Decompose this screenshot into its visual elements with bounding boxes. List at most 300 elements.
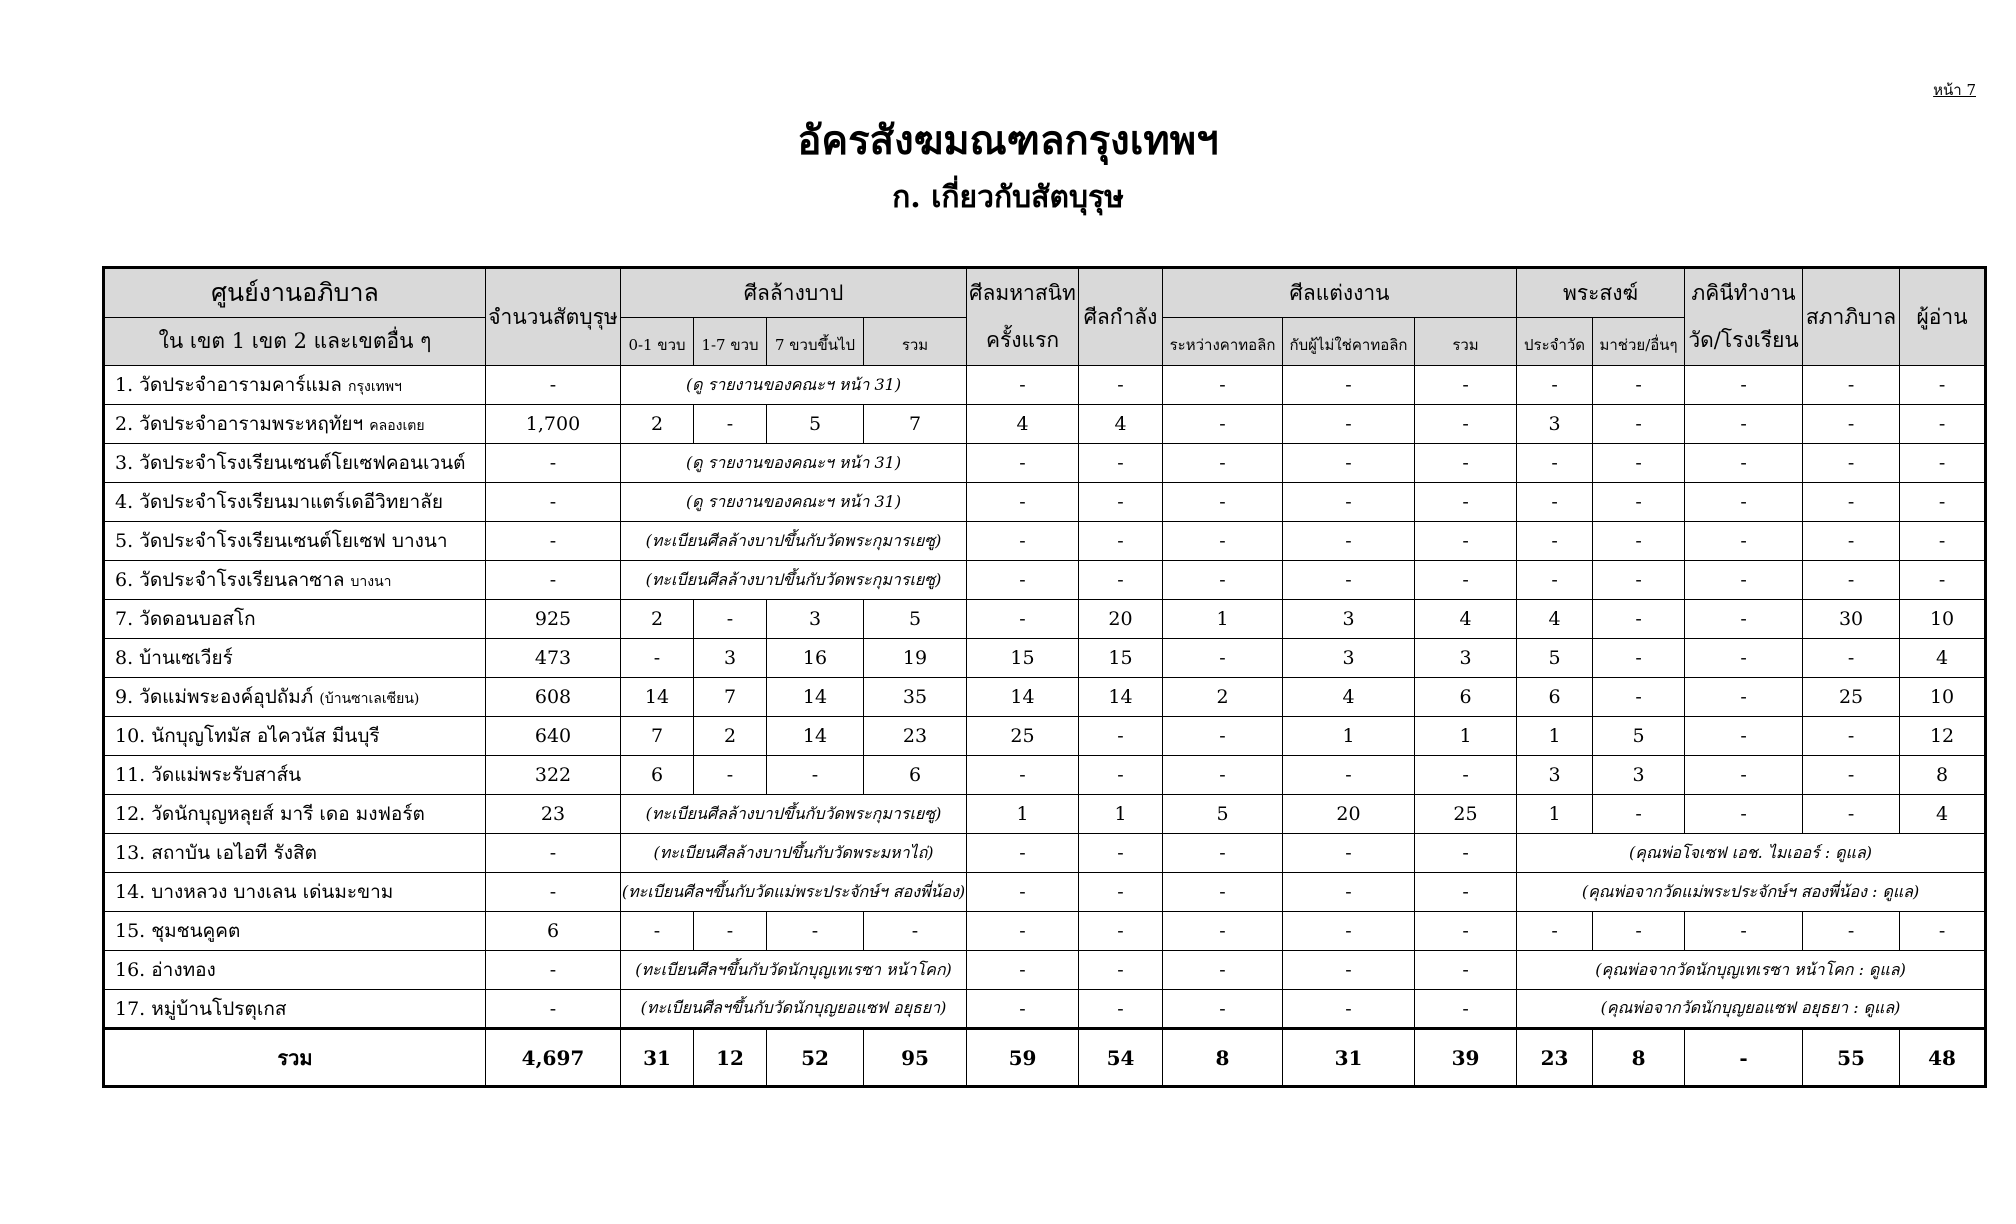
marriage-cell: -	[1415, 834, 1517, 873]
baptism-cell: -	[694, 405, 767, 444]
center-name-cell	[104, 795, 486, 834]
priest-resident-cell: -	[1517, 444, 1593, 483]
confirmation-cell: 1	[1079, 795, 1163, 834]
population-cell: 473	[486, 639, 621, 678]
table-row	[104, 405, 1986, 444]
readers-cell: -	[1900, 483, 1986, 522]
table-row	[104, 912, 1986, 951]
confirmation-cell: 15	[1079, 639, 1163, 678]
marriage-cell: -	[1163, 405, 1283, 444]
marriage-cell: -	[1163, 990, 1283, 1029]
marriage-cell: -	[1415, 873, 1517, 912]
priest-resident-cell: -	[1517, 522, 1593, 561]
readers-cell: -	[1900, 561, 1986, 600]
council-cell: 30	[1803, 600, 1900, 639]
total-cell: 54	[1079, 1029, 1163, 1087]
total-cell: 23	[1517, 1029, 1593, 1087]
center-name-cell	[104, 678, 486, 717]
priest-resident-cell: 6	[1517, 678, 1593, 717]
confirmation-cell: -	[1079, 366, 1163, 405]
marriage-cell: 3	[1415, 639, 1517, 678]
header-baptism-total: รวม	[864, 318, 967, 366]
total-cell: 12	[694, 1029, 767, 1087]
header-baptism-0-1: 0-1 ขวบ	[621, 318, 694, 366]
center-name-cell	[104, 951, 486, 990]
priest-assisting-cell: -	[1593, 639, 1685, 678]
center-name: 7. วัดดอนบอสโก	[115, 608, 256, 630]
baptism-cell: -	[767, 756, 864, 795]
center-name: 14. บางหลวง บางเลน เด่นมะขาม	[115, 881, 394, 903]
center-name-cell	[104, 522, 486, 561]
priest-resident-cell: 3	[1517, 756, 1593, 795]
baptism-cell: 14	[767, 717, 864, 756]
center-name: 3. วัดประจำโรงเรียนเซนต์โยเซฟคอนเวนต์	[115, 452, 466, 474]
marriage-cell: -	[1415, 366, 1517, 405]
table-row	[104, 639, 1986, 678]
header-marriage-mixed: กับผู้ไม่ใช่คาทอลิก	[1283, 318, 1415, 366]
baptism-cell: -	[621, 639, 694, 678]
sisters-cell: -	[1685, 444, 1803, 483]
center-name-cell	[104, 483, 486, 522]
total-label: รวม	[104, 1029, 486, 1087]
first-communion-cell: -	[967, 522, 1079, 561]
priest-resident-cell: 1	[1517, 795, 1593, 834]
marriage-cell: -	[1283, 834, 1415, 873]
readers-cell: -	[1900, 912, 1986, 951]
population-cell: -	[486, 990, 621, 1029]
header-baptism-1-7: 1-7 ขวบ	[694, 318, 767, 366]
council-cell: -	[1803, 912, 1900, 951]
center-name: 15. ชุมชนคูคต	[115, 920, 241, 942]
header-first-communion-line2: ครั้งแรก	[985, 328, 1060, 352]
council-cell: -	[1803, 717, 1900, 756]
first-communion-cell: -	[967, 873, 1079, 912]
center-name: 8. บ้านเซเวียร์	[115, 647, 233, 669]
baptism-note-cell: (ดู รายงานของคณะฯ หน้า 31)	[621, 483, 967, 522]
center-name: 10. นักบุญโทมัส อไควนัส มีนบุรี	[115, 725, 380, 747]
total-cell: 52	[767, 1029, 864, 1087]
total-cell: 4,697	[486, 1029, 621, 1087]
baptism-cell: -	[864, 912, 967, 951]
council-cell: -	[1803, 522, 1900, 561]
sisters-cell: -	[1685, 483, 1803, 522]
marriage-cell: 5	[1163, 795, 1283, 834]
table-row	[104, 366, 1986, 405]
council-cell: -	[1803, 483, 1900, 522]
page-subtitle: ก. เกี่ยวกับสัตบุรุษ	[892, 180, 1124, 215]
marriage-cell: -	[1283, 522, 1415, 561]
first-communion-cell: -	[967, 561, 1079, 600]
total-cell: 39	[1415, 1029, 1517, 1087]
marriage-cell: 3	[1283, 600, 1415, 639]
confirmation-cell: -	[1079, 873, 1163, 912]
marriage-cell: -	[1283, 873, 1415, 912]
population-cell: 322	[486, 756, 621, 795]
center-name-cell	[104, 717, 486, 756]
sisters-cell: -	[1685, 912, 1803, 951]
confirmation-cell: -	[1079, 990, 1163, 1029]
marriage-cell: 2	[1163, 678, 1283, 717]
sisters-cell: -	[1685, 756, 1803, 795]
table-row	[104, 795, 1986, 834]
priest-note-cell: (คุณพ่อโจเซฟ เอช. ไมเออร์ : ดูแล)	[1517, 834, 1986, 873]
confirmation-cell: -	[1079, 912, 1163, 951]
total-cell: 55	[1803, 1029, 1900, 1087]
priest-assisting-cell: -	[1593, 912, 1685, 951]
confirmation-cell: -	[1079, 522, 1163, 561]
priest-assisting-cell: -	[1593, 522, 1685, 561]
baptism-cell: -	[694, 600, 767, 639]
marriage-cell: -	[1163, 444, 1283, 483]
baptism-cell: -	[621, 912, 694, 951]
table-row	[104, 600, 1986, 639]
header-sisters-line1: ภคินีทำงาน	[1691, 281, 1796, 305]
baptism-note-cell: (ทะเบียนศีลฯขึ้นกับวัดแม่พระประจักษ์ฯ สองพี่น้อง)	[621, 873, 967, 912]
header-sisters-line2: วัด/โรงเรียน	[1688, 328, 1799, 352]
marriage-cell: 1	[1415, 717, 1517, 756]
baptism-cell: 23	[864, 717, 967, 756]
council-cell: -	[1803, 405, 1900, 444]
center-name: 2. วัดประจำอารามพระหฤทัยฯ	[115, 413, 364, 435]
header-center-zones: ใน เขต 1 เขต 2 และเขตอื่น ๆ	[104, 318, 486, 366]
population-cell: -	[486, 444, 621, 483]
marriage-cell: -	[1283, 561, 1415, 600]
total-cell: -	[1685, 1029, 1803, 1087]
confirmation-cell: -	[1079, 561, 1163, 600]
center-name-cell	[104, 366, 486, 405]
marriage-cell: -	[1283, 912, 1415, 951]
header-population: จำนวนสัตบุรุษ	[486, 268, 621, 366]
first-communion-cell: -	[967, 600, 1079, 639]
total-row	[104, 1029, 1986, 1087]
center-location-note: กรุงเทพฯ	[347, 379, 402, 395]
header-confirmation: ศีลกำลัง	[1079, 268, 1163, 366]
center-location-note: (บ้านซาเลเซียน)	[319, 691, 420, 707]
baptism-cell: 2	[621, 600, 694, 639]
readers-cell: 4	[1900, 639, 1986, 678]
confirmation-cell: -	[1079, 444, 1163, 483]
priest-assisting-cell: 3	[1593, 756, 1685, 795]
marriage-cell: -	[1415, 561, 1517, 600]
baptism-cell: 7	[864, 405, 967, 444]
priest-resident-cell: 5	[1517, 639, 1593, 678]
total-cell: 8	[1593, 1029, 1685, 1087]
priest-assisting-cell: -	[1593, 795, 1685, 834]
center-name-cell	[104, 444, 486, 483]
center-name-cell	[104, 639, 486, 678]
header-first-communion	[967, 268, 1079, 366]
table-row	[104, 522, 1986, 561]
baptism-cell: 2	[694, 717, 767, 756]
baptism-cell: 6	[864, 756, 967, 795]
readers-cell: 8	[1900, 756, 1986, 795]
marriage-cell: -	[1163, 951, 1283, 990]
center-location-note: คลองเตย	[369, 418, 425, 434]
readers-cell: -	[1900, 366, 1986, 405]
baptism-cell: -	[694, 912, 767, 951]
center-name: 17. หมู่บ้านโปรตุเกส	[115, 997, 287, 1020]
baptism-cell: 3	[767, 600, 864, 639]
population-cell: 23	[486, 795, 621, 834]
first-communion-cell: 1	[967, 795, 1079, 834]
marriage-cell: -	[1163, 834, 1283, 873]
baptism-note-cell: (ทะเบียนศีลล้างบาปขึ้นกับวัดพระกุมารเยซู)	[621, 795, 967, 834]
baptism-cell: -	[694, 756, 767, 795]
center-name-cell	[104, 405, 486, 444]
marriage-cell: -	[1283, 366, 1415, 405]
header-marriage-catholic: ระหว่างคาทอลิก	[1163, 318, 1283, 366]
table-row	[104, 756, 1986, 795]
population-cell: 925	[486, 600, 621, 639]
first-communion-cell: 15	[967, 639, 1079, 678]
marriage-cell: -	[1415, 444, 1517, 483]
priest-assisting-cell: 5	[1593, 717, 1685, 756]
marriage-cell: -	[1283, 405, 1415, 444]
header-readers: ผู้อ่าน	[1900, 268, 1986, 366]
center-name-cell	[104, 834, 486, 873]
priest-resident-cell: -	[1517, 366, 1593, 405]
marriage-cell: -	[1415, 522, 1517, 561]
center-name: 5. วัดประจำโรงเรียนเซนต์โยเซฟ บางนา	[115, 530, 448, 552]
baptism-cell: 7	[694, 678, 767, 717]
population-cell: -	[486, 483, 621, 522]
sisters-cell: -	[1685, 561, 1803, 600]
table-row	[104, 678, 1986, 717]
table-row	[104, 834, 1986, 873]
first-communion-cell: -	[967, 756, 1079, 795]
priest-resident-cell: -	[1517, 912, 1593, 951]
total-cell: 95	[864, 1029, 967, 1087]
total-cell: 59	[967, 1029, 1079, 1087]
council-cell: -	[1803, 561, 1900, 600]
marriage-cell: 3	[1283, 639, 1415, 678]
baptism-cell: 5	[767, 405, 864, 444]
population-cell: -	[486, 951, 621, 990]
confirmation-cell: 14	[1079, 678, 1163, 717]
readers-cell: 4	[1900, 795, 1986, 834]
first-communion-cell: -	[967, 444, 1079, 483]
marriage-cell: 25	[1415, 795, 1517, 834]
marriage-cell: -	[1415, 405, 1517, 444]
table-row	[104, 483, 1986, 522]
sisters-cell: -	[1685, 366, 1803, 405]
marriage-cell: -	[1163, 873, 1283, 912]
marriage-cell: -	[1163, 639, 1283, 678]
baptism-cell: 5	[864, 600, 967, 639]
priest-assisting-cell: -	[1593, 366, 1685, 405]
population-cell: 6	[486, 912, 621, 951]
marriage-cell: 20	[1283, 795, 1415, 834]
confirmation-cell: -	[1079, 834, 1163, 873]
center-name: 4. วัดประจำโรงเรียนมาแตร์เดอีวิทยาลัย	[115, 491, 443, 513]
first-communion-cell: 25	[967, 717, 1079, 756]
population-cell: -	[486, 366, 621, 405]
first-communion-cell: -	[967, 366, 1079, 405]
baptism-cell: 35	[864, 678, 967, 717]
center-name: 1. วัดประจำอารามคาร์แมล	[115, 374, 342, 396]
baptism-cell: 14	[767, 678, 864, 717]
header-marriage: ศีลแต่งงาน	[1163, 268, 1517, 318]
marriage-cell: -	[1415, 912, 1517, 951]
priest-resident-cell: 4	[1517, 600, 1593, 639]
population-cell: -	[486, 873, 621, 912]
priest-assisting-cell: -	[1593, 678, 1685, 717]
confirmation-cell: 20	[1079, 600, 1163, 639]
marriage-cell: 4	[1415, 600, 1517, 639]
center-name-cell	[104, 561, 486, 600]
baptism-cell: 7	[621, 717, 694, 756]
readers-cell: 10	[1900, 600, 1986, 639]
center-location-note: บางนา	[350, 574, 392, 590]
header-first-communion-line1: ศีลมหาสนิท	[969, 281, 1076, 305]
baptism-cell: 19	[864, 639, 967, 678]
priest-resident-cell: -	[1517, 561, 1593, 600]
population-cell: -	[486, 561, 621, 600]
priest-assisting-cell: -	[1593, 600, 1685, 639]
population-cell: -	[486, 522, 621, 561]
total-cell: 48	[1900, 1029, 1986, 1087]
page-title: อัครสังฆมณฑลกรุงเทพฯ	[797, 117, 1219, 164]
baptism-cell: 14	[621, 678, 694, 717]
total-cell: 8	[1163, 1029, 1283, 1087]
priest-resident-cell: 1	[1517, 717, 1593, 756]
statistics-table	[102, 266, 1987, 1088]
priest-assisting-cell: -	[1593, 561, 1685, 600]
marriage-cell: -	[1283, 756, 1415, 795]
header-marriage-total: รวม	[1415, 318, 1517, 366]
marriage-cell: -	[1415, 951, 1517, 990]
marriage-cell: -	[1283, 951, 1415, 990]
council-cell: 25	[1803, 678, 1900, 717]
council-cell: -	[1803, 795, 1900, 834]
sisters-cell: -	[1685, 678, 1803, 717]
first-communion-cell: -	[967, 834, 1079, 873]
marriage-cell: -	[1415, 483, 1517, 522]
readers-cell: 12	[1900, 717, 1986, 756]
baptism-note-cell: (ทะเบียนศีลล้างบาปขึ้นกับวัดพระกุมารเยซู)	[621, 561, 967, 600]
page-number: หน้า 7	[1933, 81, 1976, 99]
priest-assisting-cell: -	[1593, 405, 1685, 444]
marriage-cell: -	[1163, 483, 1283, 522]
priest-resident-cell: 3	[1517, 405, 1593, 444]
priest-assisting-cell: -	[1593, 444, 1685, 483]
center-name-cell	[104, 873, 486, 912]
first-communion-cell: -	[967, 483, 1079, 522]
marriage-cell: -	[1163, 756, 1283, 795]
marriage-cell: 6	[1415, 678, 1517, 717]
population-cell: 640	[486, 717, 621, 756]
baptism-note-cell: (ดู รายงานของคณะฯ หน้า 31)	[621, 366, 967, 405]
sisters-cell: -	[1685, 639, 1803, 678]
baptism-note-cell: (ทะเบียนศีลฯขึ้นกับวัดนักบุญเทเรซา หน้าโคก)	[621, 951, 967, 990]
priest-note-cell: (คุณพ่อจากวัดนักบุญยอแซฟ อยุธยา : ดูแล)	[1517, 990, 1986, 1029]
baptism-note-cell: (ทะเบียนศีลล้างบาปขึ้นกับวัดพระมหาไถ่)	[621, 834, 967, 873]
table-row	[104, 873, 1986, 912]
center-name: 12. วัดนักบุญหลุยส์ มารี เดอ มงฟอร์ต	[115, 803, 425, 825]
confirmation-cell: 4	[1079, 405, 1163, 444]
priest-note-cell: (คุณพ่อจากวัดนักบุญเทเรซา หน้าโคก : ดูแล)	[1517, 951, 1986, 990]
population-cell: 1,700	[486, 405, 621, 444]
council-cell: -	[1803, 756, 1900, 795]
first-communion-cell: -	[967, 990, 1079, 1029]
table-row	[104, 990, 1986, 1029]
baptism-cell: 6	[621, 756, 694, 795]
header-priests-resident: ประจำวัด	[1517, 318, 1593, 366]
sisters-cell: -	[1685, 717, 1803, 756]
population-cell: -	[486, 834, 621, 873]
baptism-cell: 16	[767, 639, 864, 678]
header-council: สภาภิบาล	[1803, 268, 1900, 366]
sisters-cell: -	[1685, 795, 1803, 834]
council-cell: -	[1803, 639, 1900, 678]
center-name-cell	[104, 912, 486, 951]
baptism-note-cell: (ทะเบียนศีลฯขึ้นกับวัดนักบุญยอแซฟ อยุธยา)	[621, 990, 967, 1029]
marriage-cell: -	[1415, 990, 1517, 1029]
baptism-cell: -	[767, 912, 864, 951]
marriage-cell: -	[1163, 522, 1283, 561]
first-communion-cell: 14	[967, 678, 1079, 717]
first-communion-cell: 4	[967, 405, 1079, 444]
total-cell: 31	[1283, 1029, 1415, 1087]
baptism-note-cell: (ดู รายงานของคณะฯ หน้า 31)	[621, 444, 967, 483]
center-name: 16. อ่างทอง	[115, 959, 216, 981]
center-name: 6. วัดประจำโรงเรียนลาซาล	[115, 569, 345, 591]
table-row	[104, 717, 1986, 756]
marriage-cell: -	[1283, 990, 1415, 1029]
marriage-cell: 1	[1163, 600, 1283, 639]
baptism-cell: 2	[621, 405, 694, 444]
confirmation-cell: -	[1079, 717, 1163, 756]
confirmation-cell: -	[1079, 756, 1163, 795]
marriage-cell: -	[1163, 717, 1283, 756]
priest-note-cell: (คุณพ่อจากวัดแม่พระประจักษ์ฯ สองพี่น้อง : ดูแล)	[1517, 873, 1986, 912]
marriage-cell: -	[1283, 444, 1415, 483]
marriage-cell: 1	[1283, 717, 1415, 756]
sisters-cell: -	[1685, 405, 1803, 444]
center-name-cell	[104, 756, 486, 795]
header-sisters	[1685, 268, 1803, 366]
center-name: 11. วัดแม่พระรับสาส์น	[115, 764, 302, 786]
center-name-cell	[104, 990, 486, 1029]
confirmation-cell: -	[1079, 951, 1163, 990]
marriage-cell: -	[1163, 366, 1283, 405]
council-cell: -	[1803, 366, 1900, 405]
population-cell: 608	[486, 678, 621, 717]
readers-cell: -	[1900, 405, 1986, 444]
header-priests: พระสงฆ์	[1517, 268, 1685, 318]
marriage-cell: 4	[1283, 678, 1415, 717]
center-name: 13. สถาบัน เอไอที รังสิต	[115, 842, 317, 864]
first-communion-cell: -	[967, 912, 1079, 951]
sisters-cell: -	[1685, 600, 1803, 639]
confirmation-cell: -	[1079, 483, 1163, 522]
marriage-cell: -	[1163, 561, 1283, 600]
baptism-note-cell: (ทะเบียนศีลล้างบาปขึ้นกับวัดพระกุมารเยซู)	[621, 522, 967, 561]
readers-cell: -	[1900, 444, 1986, 483]
readers-cell: -	[1900, 522, 1986, 561]
table-row	[104, 951, 1986, 990]
table-row	[104, 444, 1986, 483]
marriage-cell: -	[1283, 483, 1415, 522]
marriage-cell: -	[1415, 756, 1517, 795]
first-communion-cell: -	[967, 951, 1079, 990]
center-name-cell	[104, 600, 486, 639]
priest-assisting-cell: -	[1593, 483, 1685, 522]
center-name: 9. วัดแม่พระองค์อุปถัมภ์	[115, 686, 314, 708]
marriage-cell: -	[1163, 912, 1283, 951]
header-center: ศูนย์งานอภิบาล	[104, 268, 486, 318]
header-baptism-7-up: 7 ขวบขึ้นไป	[767, 318, 864, 366]
